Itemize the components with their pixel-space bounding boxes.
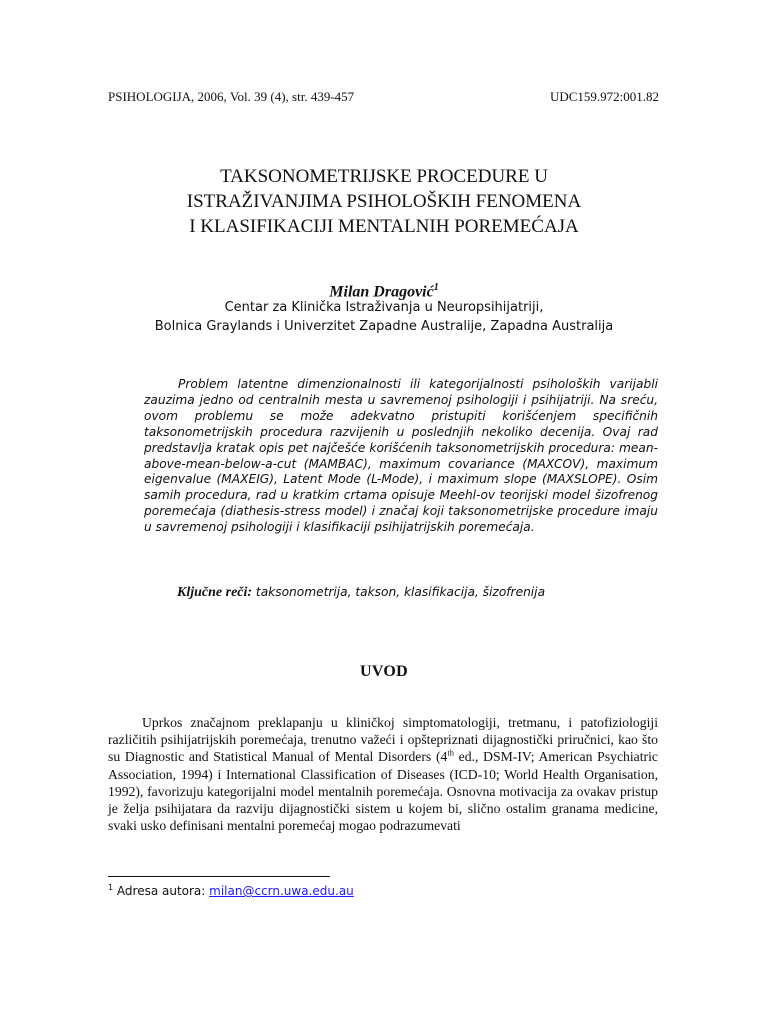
body-text-part-1: Uprkos značajnom preklapanju u kliničkoj simptomatologiji, tretmanu, i patofiziologiji različitih psihijatrijskih poremećaja, trenutno važeći i opštepriznati dijagnostički priručnici, kao što su Diagnostic and Statistical Manual of Mental Disorders (4 [108, 715, 658, 765]
keywords-text: taksonometrija, takson, klasifikacija, šizofrenija [252, 585, 546, 599]
footnote-label: Adresa autora: [113, 884, 210, 898]
edition-superscript: th [447, 747, 454, 758]
body-text-part-2: ed., DSM-IV; American Psychiatric Association, 1994) i International Classification of Diseases (ICD-10; World Health Organisation, 1992), favorizuju kategorijalni model mentalnih poremećaja. Osnovna motivacija za ovakav pristup je želja psihijatara da razviju dijagnostički sistem u kojem bi, slično ostalim granama medicine, svaki usko definisani mentalni poremećaj mogao podrazumevati [108, 749, 658, 834]
title-line-2: ISTRAŽIVANJIMA PSIHOLOŠKIH FENOMENA [186, 191, 582, 212]
title-line-3: I KLASIFIKACIJI MENTALNIH POREMEĆAJA [189, 216, 579, 237]
paper-title [100, 164, 668, 239]
affiliation-line-1: Centar za Klinička Istraživanja u Neuropsihijatriji, [224, 300, 544, 315]
author-footnote-mark: 1 [433, 282, 439, 293]
udc-code: UDC159.972:001.82 [549, 89, 659, 104]
section-heading: UVOD [360, 663, 408, 680]
author-name: Milan Dragović [329, 283, 434, 301]
footnote [108, 883, 354, 898]
journal-citation: PSIHOLOGIJA, 2006, Vol. 39 (4), str. 439-457 [108, 89, 355, 104]
body-paragraph [108, 714, 658, 834]
running-header [108, 89, 659, 107]
footnote-mark: 1 [108, 883, 114, 892]
abstract-paragraph: Problem latentne dimenzionalnosti ili kategorijalnosti psiholoških varijabli zauzima jedno od centralnih mesta u savremenoj psihologiji i psihijatriji. Na sreću, ovom problemu se može adekvatno pristupiti korišćenjem specifičnih taksonometrijskih procedura razvijenih u poslednjih nekoliko decenija. Ovaj rad predstavlja kratak opis pet najčešće korišćenih taksonometrijskih procedura: mean-above-mean-below-a-cut (MAMBAC), maximum covariance (MAXCOV), maximum eigenvalue (MAXEIG), Latent Mode (L-Mode), i maximum slope (MAXSLOPE). Osim samih procedura, rad u kratkim crtama opisuje Meehl-ov teorijski model šizofrenog poremećaja (diathesis-stress model) i značaj koji taksonometrijske procedure imaju u savremenoj psihologiji i klasifikaciji psihijatrijskih poremećaja. [144, 377, 658, 535]
author-email-link[interactable]: milan@ccrn.uwa.edu.au [209, 884, 354, 898]
keywords-line [177, 585, 658, 601]
footnote-divider [108, 876, 330, 877]
title-line-1: TAKSONOMETRIJSKE PROCEDURE U [220, 166, 548, 187]
affiliation-line-2: Bolnica Graylands i Univerzitet Zapadne Australije, Zapadna Australija [154, 319, 614, 334]
keywords-label: Ključne reči: [177, 585, 253, 600]
author-affiliation [100, 298, 668, 336]
